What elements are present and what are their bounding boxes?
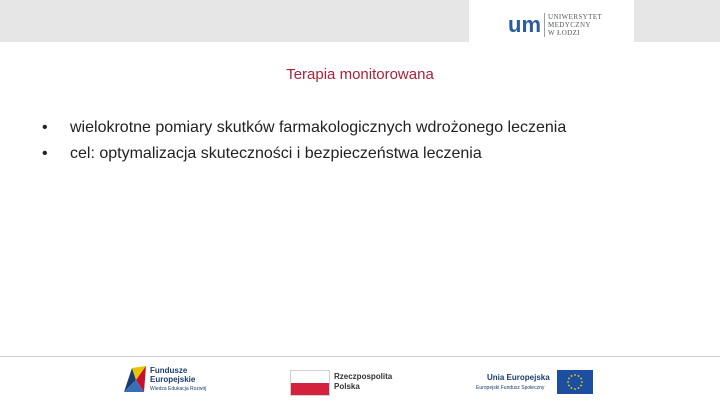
- fe-line2: Europejskie: [150, 375, 196, 384]
- rzeczpospolita-polska-name: [334, 372, 392, 392]
- eu-star-icon: [574, 388, 576, 390]
- bullet-item: [42, 118, 566, 144]
- bullet-text: wielokrotne pomiary skutków farmakologicznych wdrożonego leczenia: [70, 119, 567, 136]
- eu-flag-icon: [557, 370, 593, 394]
- rp-line1: Rzeczpospolita: [334, 372, 393, 381]
- eu-star-icon: [571, 387, 573, 389]
- slide-title: Terapia monitorowana: [286, 66, 434, 83]
- fundusze-europejskie-icon: [122, 364, 148, 394]
- bullet-dot: •: [42, 145, 48, 162]
- eu-star-icon: [578, 375, 580, 377]
- university-name-line2: MEDYCZNY: [548, 21, 591, 29]
- um-logo-mark: [508, 15, 542, 35]
- university-name: [548, 13, 602, 37]
- unia-europejska-name: Unia Europejska: [487, 373, 550, 382]
- um-logo-mark-text: um: [508, 15, 541, 35]
- poland-flag-icon: [290, 370, 330, 396]
- university-name-line3: W ŁODZI: [548, 29, 581, 37]
- eu-star-icon: [568, 378, 570, 380]
- fundusze-europejskie-name: [150, 366, 195, 384]
- eu-star-icon: [580, 385, 582, 387]
- university-name-line1: UNIWERSYTET: [548, 13, 603, 21]
- eu-star-icon: [580, 378, 582, 380]
- eu-star-icon: [567, 381, 569, 383]
- eu-star-icon: [574, 374, 576, 376]
- logo-divider: [544, 13, 545, 37]
- bullet-text: cel: optymalizacja skuteczności i bezpieczeństwa leczenia: [70, 145, 482, 162]
- fe-line1: Fundusze: [150, 366, 188, 375]
- unia-europejska-subtitle: Europejski Fundusz Społeczny: [476, 385, 545, 391]
- bullet-dot: •: [42, 119, 48, 136]
- bullet-item: [42, 144, 566, 170]
- bullet-list: [42, 118, 566, 170]
- rp-line2: Polska: [334, 382, 360, 391]
- eu-star-icon: [571, 375, 573, 377]
- eu-star-icon: [578, 387, 580, 389]
- eu-star-icon: [568, 385, 570, 387]
- fe-subtitle: Wiedza Edukacja Rozwój: [150, 386, 207, 392]
- eu-star-icon: [581, 381, 583, 383]
